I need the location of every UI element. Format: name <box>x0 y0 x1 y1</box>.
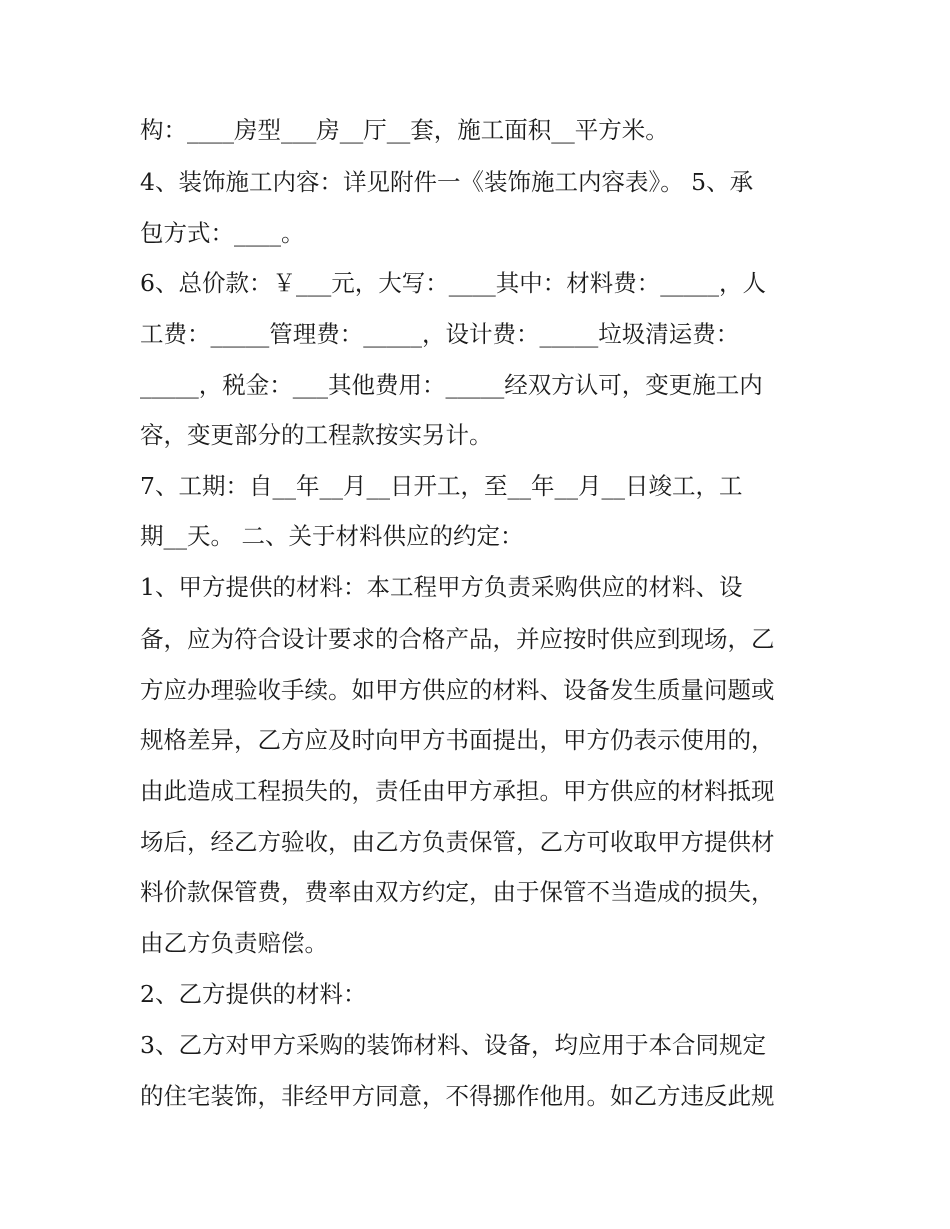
text-line: 工费：_____管理费：_____，设计费：_____垃圾清运费： <box>140 320 740 348</box>
text-line: 容，变更部分的工程款按实另计。 <box>140 421 493 449</box>
text-line: 由乙方负责赔偿。 <box>140 929 328 957</box>
text-line: 7、工期：自__年__月__日开工，至__年__月__日竣工，工 <box>140 472 743 500</box>
text-line: 的住宅装饰，非经甲方同意，不得挪作他用。如乙方违反此规 <box>140 1082 775 1110</box>
text-line: 2、乙方提供的材料： <box>140 980 367 1008</box>
text-line: 备，应为符合设计要求的合格产品，并应按时供应到现场，乙 <box>140 625 775 653</box>
text-line: 4、装饰施工内容：详见附件一《装饰施工内容表》。 5、承 <box>140 168 754 196</box>
text-line: 料价款保管费，费率由双方约定，由于保管不当造成的损失， <box>140 878 775 906</box>
text-line: 由此造成工程损失的，责任由甲方承担。甲方供应的材料抵现 <box>140 777 775 805</box>
text-line: 方应办理验收手续。如甲方供应的材料、设备发生质量问题或 <box>140 676 775 704</box>
text-line: 构：____房型___房__厅__套，施工面积__平方米。 <box>140 116 669 144</box>
text-line: 场后，经乙方验收，由乙方负责保管，乙方可收取甲方提供材 <box>140 828 775 856</box>
text-line: 规格差异，乙方应及时向甲方书面提出，甲方仍表示使用的， <box>140 726 775 754</box>
text-line: 包方式：____。 <box>140 219 305 247</box>
text-line: 6、总价款：￥___元，大写：____其中：材料费：_____，人 <box>140 269 766 297</box>
text-line: 3、乙方对甲方采购的装饰材料、设备，均应用于本合同规定 <box>140 1031 766 1059</box>
text-line: _____，税金：___其他费用：_____经双方认可，变更施工内 <box>140 371 763 399</box>
text-line: 期__天。 二、关于材料供应的约定： <box>140 522 524 550</box>
text-line: 1、甲方提供的材料：本工程甲方负责采购供应的材料、设 <box>140 573 743 601</box>
